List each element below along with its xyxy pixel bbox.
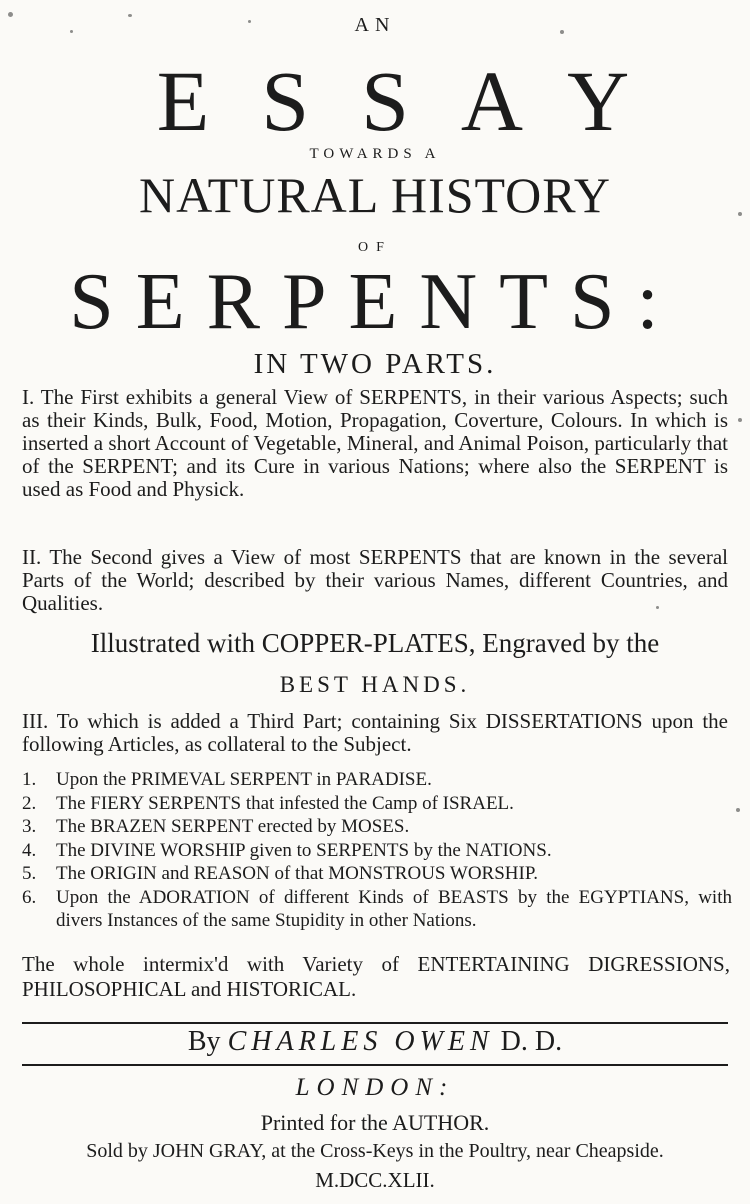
divider-top [22,1022,728,1024]
imprint-printed-for: Printed for the AUTHOR. [260,1110,490,1135]
paper-speck [656,606,659,609]
heading-an: AN [354,14,396,36]
list-item [22,839,732,863]
list-item-number: 6. [22,886,37,908]
list-item-text: Upon the PRIMEVAL SERPENT in PARADISE. [56,769,432,790]
list-item-number: 3. [22,816,37,837]
paper-speck [8,12,13,17]
author-line [0,1026,750,1058]
list-item-number: 2. [22,792,37,814]
part-three-text: III. To which is added a Third Part; containing Six DISSERTATIONS upon the following Articles, as collateral to the Subject. [22,709,728,756]
list-item-text: The FIERY SERPENTS that infested the Camp of ISRAEL. [56,792,514,814]
list-item-text: The BRAZEN SERPENT erected by MOSES. [56,816,410,837]
divider-bottom [22,1064,728,1066]
illustrated-line: Illustrated with COPPER-PLATES, Engraved by the [90,628,660,658]
part-one-text: I. The First exhibits a general View of SERPENTS, in their various Aspects; such as their Kinds, Bulk, Food, Motion, Propagation, Coverture, Colours. In which is inserted a short Account of Vegetable, Mineral, and Animal Poison, particularly that of the SERPENT; and its Cure in various Nations; where also the SERPENT is used as Food and Physick. [22,385,728,501]
list-item [22,862,732,886]
list-item-number: 4. [22,839,37,861]
heading-essay: ESSAY [156,53,682,149]
heading-of: OF [358,240,392,255]
paper-speck [560,30,564,34]
author-degree: D. D. [500,1026,563,1057]
imprint-date: M.DCC.XLII. [315,1168,435,1192]
list-item [22,886,732,933]
paper-speck [248,20,251,23]
list-item-text: Upon the ADORATION of different Kinds of BEASTS by the EGYPTIANS, with divers Instances of the same Stupidity in other Nations. [56,886,732,931]
list-item-text: The ORIGIN and REASON of that MONSTROUS WORSHIP. [56,863,539,884]
dissertation-list [22,768,732,933]
paper-speck [738,418,742,422]
imprint-city: LONDON: [295,1074,455,1101]
list-item-number: 5. [22,863,37,884]
author-name: CHARLES OWEN [227,1026,494,1057]
list-item [22,815,732,839]
part-two-text: II. The Second gives a View of most SERPENTS that are known in the several Parts of the World; described by their various Names, different Countries, and Qualities. [22,545,728,615]
list-item-text: The DIVINE WORSHIP given to SERPENTS by the NATIONS. [56,839,552,861]
list-item [22,768,732,792]
whole-intermixed-text: The whole intermix'd with Variety of ENTERTAINING DIGRESSIONS, PHILOSOPHICAL and HISTORICAL. [22,952,730,1001]
best-hands-line: BEST HANDS. [279,672,471,697]
list-item-number: 1. [22,769,37,790]
author-by: By [187,1026,221,1057]
heading-serpents: SERPENTS: [69,258,681,346]
paper-speck [128,14,132,17]
imprint-sold-by: Sold by JOHN GRAY, at the Cross-Keys in the Poultry, near Cheapside. [86,1140,664,1162]
list-item [22,792,732,816]
heading-natural-history: NATURAL HISTORY [139,167,611,223]
paper-speck [738,212,742,216]
heading-two-parts: IN TWO PARTS. [253,348,497,380]
heading-towards: TOWARDS A [309,146,441,162]
paper-speck [736,808,740,812]
paper-speck [70,30,73,33]
